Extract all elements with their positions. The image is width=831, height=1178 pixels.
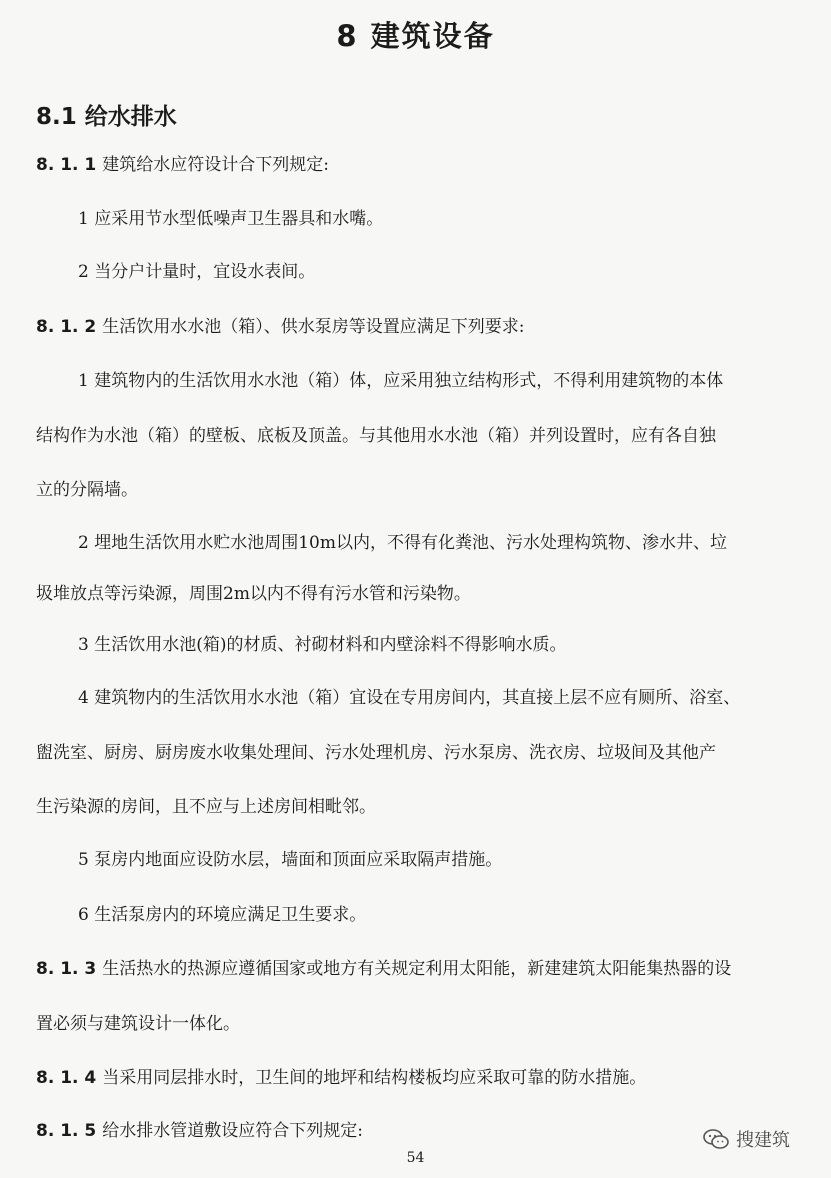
text-line: 盥洗室、厨房、厨房废水收集处理间、污水处理机房、污水泵房、洗衣房、垃圾间及其他产 xyxy=(36,743,716,763)
wechat-icon xyxy=(702,1128,730,1150)
clause-line xyxy=(36,957,731,981)
item-line: 4 建筑物内的生活饮用水水池（箱）宜设在专用房间内，其直接上层不应有厕所、浴室、 xyxy=(78,688,741,708)
text-line: 立的分隔墙。 xyxy=(36,480,138,500)
section-title: 8.1 给水排水 xyxy=(36,104,177,130)
clause-text: 建筑给水应符设计合下列规定: xyxy=(102,155,329,175)
clause-text: 当采用同层排水时，卫生间的地坪和结构楼板均应采取可靠的防水措施。 xyxy=(102,1068,647,1088)
clause-number: 8. 1. 5 xyxy=(36,1121,97,1141)
clause-text: 生活热水的热源应遵循国家或地方有关规定利用太阳能，新建建筑太阳能集热器的设 xyxy=(102,959,732,979)
item-line: 5 泵房内地面应设防水层，墙面和顶面应采取隔声措施。 xyxy=(78,850,503,870)
text-line: 结构作为水池（箱）的壁板、底板及顶盖。与其他用水水池（箱）并列设置时，应有各自独 xyxy=(36,426,716,446)
watermark-text: 搜建筑 xyxy=(736,1130,790,1151)
clause-number: 8. 1. 1 xyxy=(36,155,97,175)
clause-text: 生活饮用水水池（箱）、供水泵房等设置应满足下列要求: xyxy=(102,317,525,337)
item-line: 6 生活泵房内的环境应满足卫生要求。 xyxy=(78,905,367,925)
clause-number: 8. 1. 3 xyxy=(36,959,97,979)
clause-line xyxy=(36,153,329,177)
item-line: 3 生活饮用水池(箱)的材质、衬砌材料和内壁涂料不得影响水质。 xyxy=(78,635,567,655)
text-line: 置必须与建筑设计一体化。 xyxy=(36,1014,240,1034)
item-line: 1 应采用节水型低噪声卫生器具和水嘴。 xyxy=(78,209,384,229)
text-line: 圾堆放点等污染源，周围2m以内不得有污水管和污染物。 xyxy=(36,584,471,604)
clause-text: 给水排水管道敷设应符合下列规定: xyxy=(102,1121,363,1141)
clause-number: 8. 1. 2 xyxy=(36,317,97,337)
clause-number: 8. 1. 4 xyxy=(36,1068,97,1088)
item-line: 2 当分户计量时，宜设水表间。 xyxy=(78,262,316,282)
item-line: 1 建筑物内的生活饮用水水池（箱）体，应采用独立结构形式，不得利用建筑物的本体 xyxy=(78,371,724,391)
item-line: 2 埋地生活饮用水贮水池周围10m以内，不得有化粪池、污水处理构筑物、渗水井、垃 xyxy=(78,533,727,553)
text-line: 生污染源的房间，且不应与上述房间相毗邻。 xyxy=(36,797,376,817)
watermark xyxy=(702,1126,790,1152)
clause-line xyxy=(36,1119,363,1143)
chapter-title: 8 建筑设备 xyxy=(336,19,495,53)
clause-line xyxy=(36,315,524,339)
clause-line xyxy=(36,1066,646,1090)
page-number: 54 xyxy=(406,1150,425,1166)
